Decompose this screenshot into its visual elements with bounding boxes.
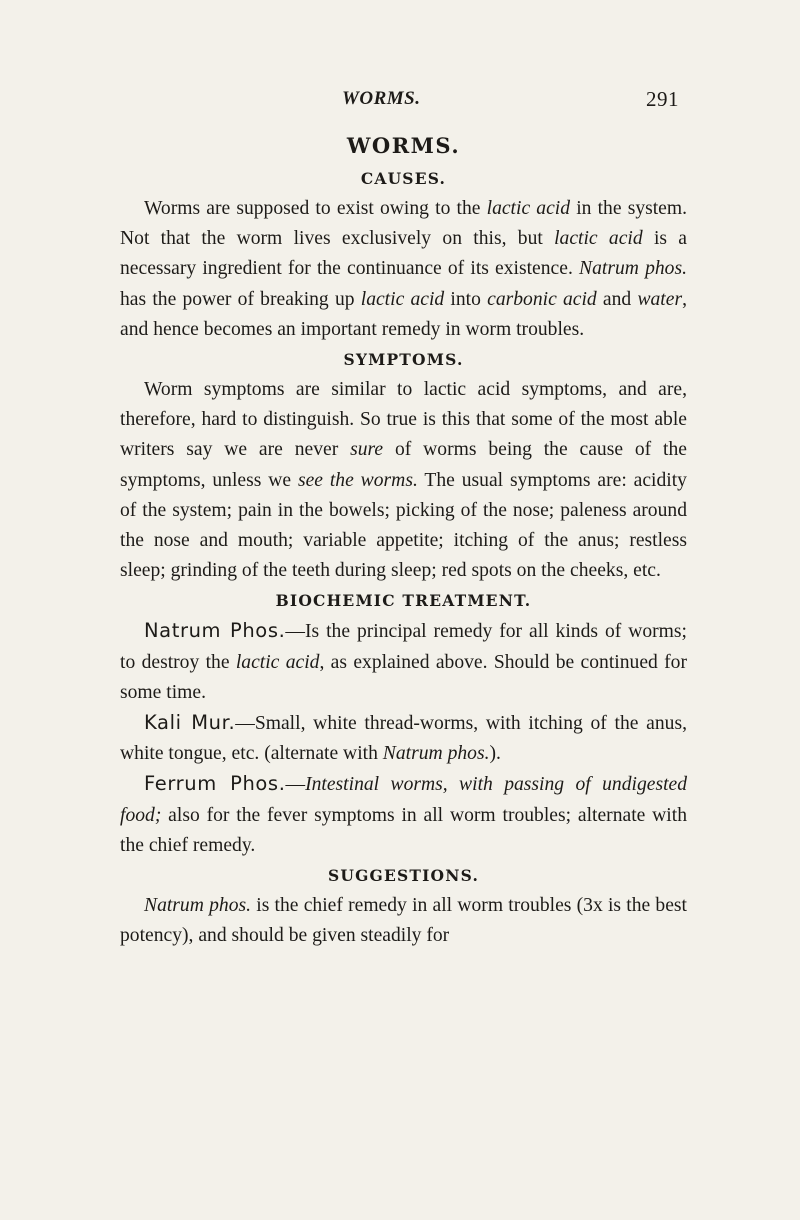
running-title: WORMS. (342, 88, 421, 109)
remedy-natrum-phos: Natrum Phos.—Is the principal remedy for all kinds of worms; to destroy the lactic acid, as explained above. Should be continued for some time. (120, 619, 687, 703)
symptoms-heading: SYMPTOMS. (343, 350, 464, 370)
remedy-kali-mur: Kali Mur.—Small, white thread-worms, with itching of the anus, white tongue, etc. (alternate with Natrum phos.). (120, 711, 688, 765)
remedy-ferrum-phos: Ferrum Phos.—Intestinal worms, with passing of undigested food; also for the fever symptoms in all worm troubles; alternate with the chief remedy. (120, 772, 688, 856)
causes-paragraph: Worms are supposed to exist owing to the lactic acid in the system. Not that the worm lives exclusively on this, but lactic acid is a necessary ingredient for the continuance of its existence. Natrum phos. has the power of breaking up lactic acid into carbonic acid and water, and hence becomes an important remedy in worm troubles. (120, 198, 688, 340)
causes-heading: CAUSES. (360, 169, 447, 188)
suggestions-heading: SUGGESTIONS. (327, 866, 480, 886)
remedy-name: Kali Mur. (144, 711, 236, 735)
treatment-heading: BIOCHEMIC TREATMENT. (275, 591, 532, 611)
chapter-title: WORMS. (346, 133, 461, 158)
page-body (120, 128, 687, 951)
running-header (0, 88, 800, 114)
symptoms-paragraph: Worm symptoms are similar to lactic acid symptoms, and are, therefore, hard to distinguish. So true is this that some of the most able writers say we are never sure of worms being the cause of the symptoms, unless we see the worms. The usual symptoms are: acidity of the system; pain in the bowels; picking of the nose; paleness around the nose and mouth; variable appetite; itching of the anus; restless sleep; grinding of the teeth during sleep; red spots on the cheeks, etc. (120, 379, 687, 582)
remedy-name: Ferrum Phos. (144, 772, 286, 796)
suggestions-paragraph: Natrum phos. is the chief remedy in all worm troubles (3x is the best potency), and should be given steadily for (120, 895, 687, 947)
page-number: 291 (646, 87, 679, 111)
remedy-name: Natrum Phos. (144, 619, 286, 643)
